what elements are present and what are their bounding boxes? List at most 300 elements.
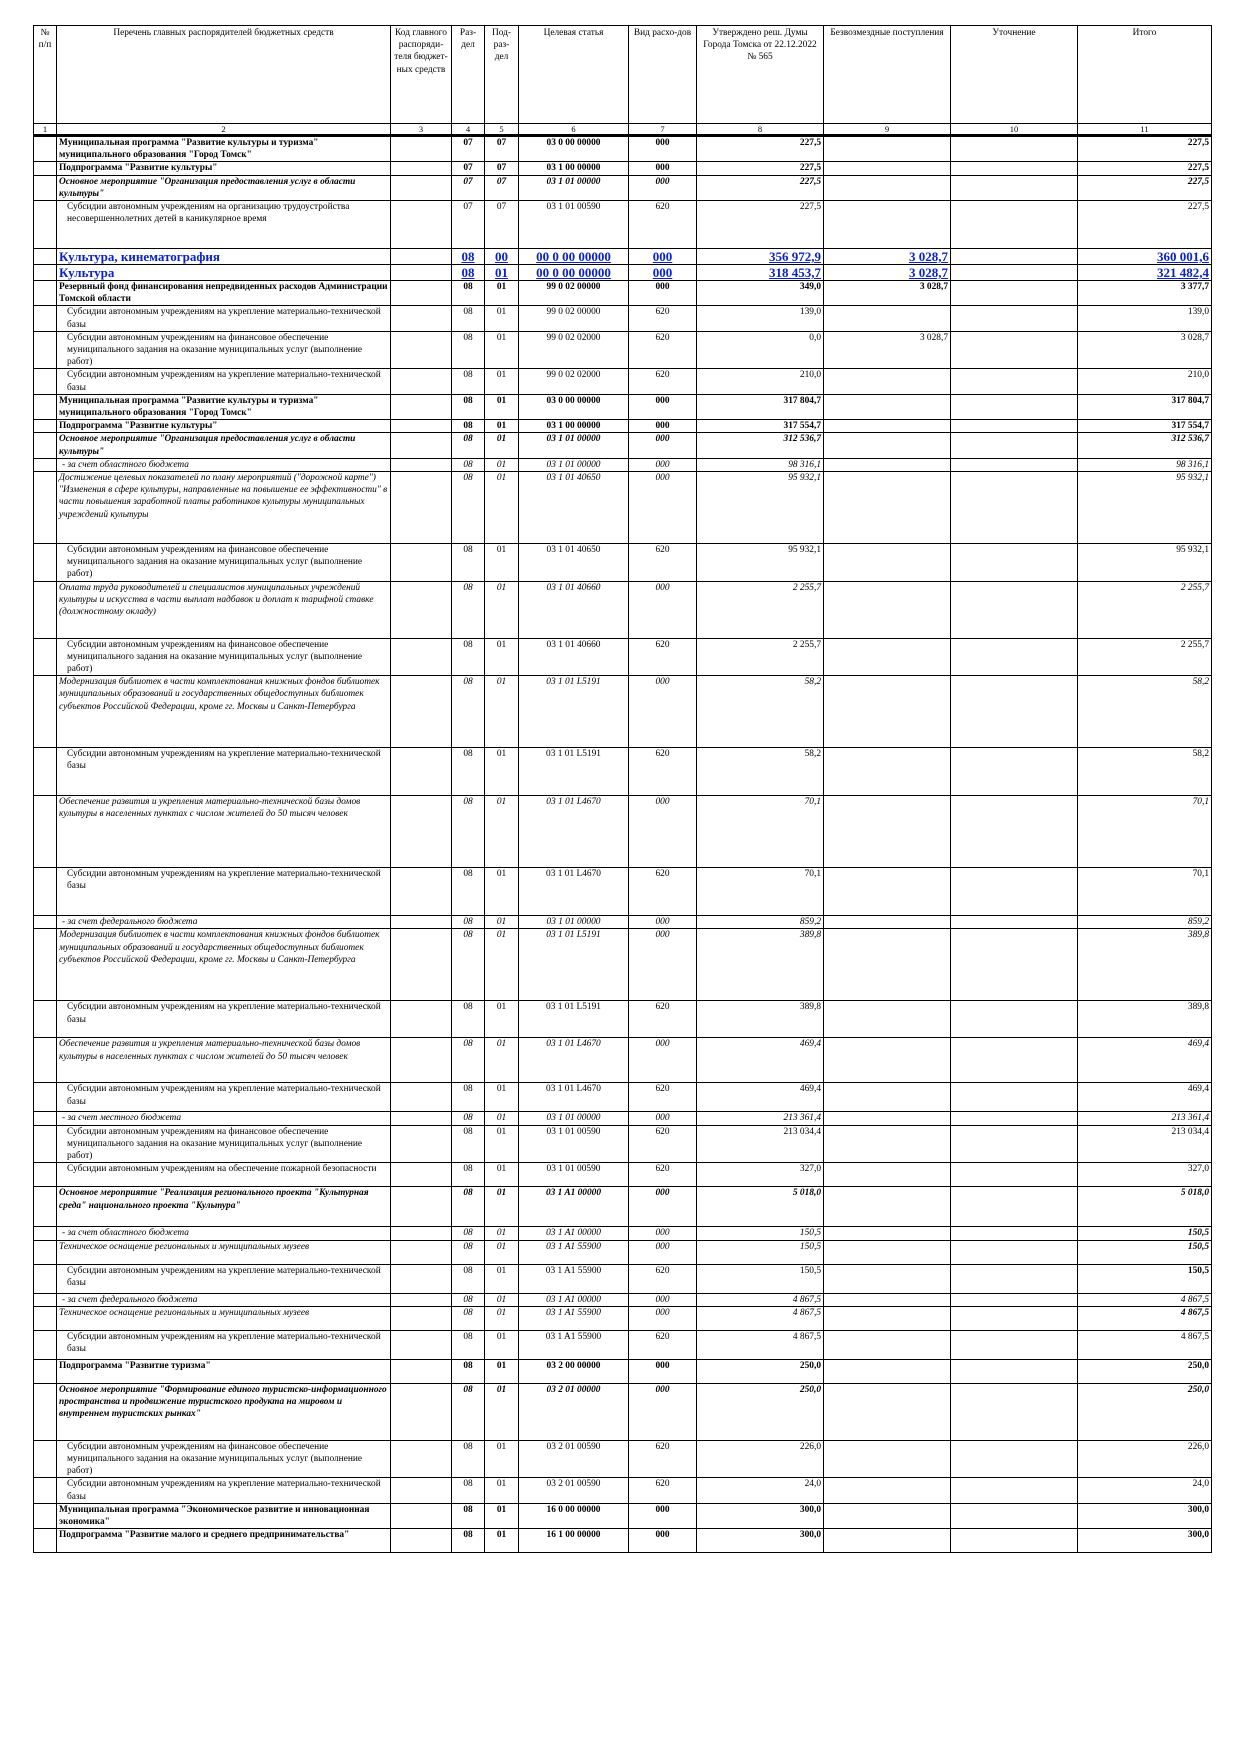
row-section-cell: 08 [452,544,485,582]
row-target-article-cell: 03 1 01 00000 [519,916,629,929]
row-number-cell [34,472,57,544]
column-number: 8 [697,124,824,136]
row-expense-type-cell: 620 [629,306,697,331]
row-distributor-code-cell [391,916,452,929]
row-subsection-cell: 01 [485,748,519,796]
column-number: 2 [57,124,391,136]
row-clarification-cell [951,929,1078,1001]
row-name-cell: Основное мероприятие "Реализация регионального проекта "Культурная среда" национального проекта "Культура" [57,1187,391,1227]
row-expense-type-cell: 000 [629,796,697,868]
row-target-article-cell: 00 0 00 00000 [519,265,629,281]
row-clarification-cell [951,394,1078,419]
row-subsection-cell: 01 [485,1125,519,1163]
row-target-article-cell: 03 1 01 00590 [519,1125,629,1163]
row-total-cell: 95 932,1 [1078,472,1212,544]
row-approved-cell: 150,5 [697,1240,824,1264]
row-approved-cell: 317 554,7 [697,420,824,433]
row-approved-cell: 469,4 [697,1038,824,1083]
row-approved-cell: 24,0 [697,1478,824,1503]
row-total-cell: 70,1 [1078,868,1212,916]
row-clarification-cell [951,249,1078,265]
row-clarification-cell [951,162,1078,175]
budget-table-sheet [33,25,1211,1553]
row-subsection-cell: 01 [485,1001,519,1038]
row-total-cell: 327,0 [1078,1163,1212,1187]
row-total-cell: 150,5 [1078,1240,1212,1264]
row-subsection-cell: 01 [485,1264,519,1293]
row-approved-cell: 213 361,4 [697,1112,824,1125]
row-target-article-cell: 99 0 02 02000 [519,369,629,394]
row-approved-cell: 213 034,4 [697,1125,824,1163]
row-approved-cell: 327,0 [697,1163,824,1187]
row-section-cell: 08 [452,638,485,676]
row-distributor-code-cell [391,1306,452,1330]
row-distributor-code-cell [391,796,452,868]
table-row [34,1227,1212,1240]
row-section-cell: 08 [452,1163,485,1187]
row-expense-type-cell: 620 [629,1478,697,1503]
row-section-cell: 08 [452,796,485,868]
row-clarification-cell [951,748,1078,796]
row-section-cell: 08 [452,1125,485,1163]
row-name-cell: Субсидии автономным учреждениям на финансовое обеспечение муниципального задания на оказание муниципальных услуг (выполнение работ) [57,638,391,676]
row-approved-cell: 4 867,5 [697,1306,824,1330]
table-row [34,748,1212,796]
row-approved-cell: 389,8 [697,1001,824,1038]
row-approved-cell: 95 932,1 [697,472,824,544]
row-subsection-cell: 01 [485,458,519,471]
row-total-cell: 389,8 [1078,929,1212,1001]
row-clarification-cell [951,1125,1078,1163]
row-subsection-cell: 01 [485,638,519,676]
column-number: 7 [629,124,697,136]
row-subsection-cell: 01 [485,1240,519,1264]
row-clarification-cell [951,1503,1078,1528]
row-distributor-code-cell [391,201,452,249]
row-distributor-code-cell [391,249,452,265]
row-clarification-cell [951,1264,1078,1293]
row-subsection-cell: 01 [485,369,519,394]
row-target-article-cell: 03 1 01 00000 [519,433,629,458]
row-gratuitous-cell [824,1330,951,1359]
row-distributor-code-cell [391,369,452,394]
row-number-cell [34,458,57,471]
row-total-cell: 360 001,6 [1078,249,1212,265]
row-total-cell: 24,0 [1078,1478,1212,1503]
row-target-article-cell: 03 1 01 L5191 [519,929,629,1001]
row-distributor-code-cell [391,1240,452,1264]
row-gratuitous-cell [824,136,951,162]
table-row [34,1038,1212,1083]
row-expense-type-cell: 620 [629,868,697,916]
row-number-cell [34,201,57,249]
row-distributor-code-cell [391,1478,452,1503]
row-number-cell [34,1187,57,1227]
row-distributor-code-cell [391,1112,452,1125]
row-distributor-code-cell [391,162,452,175]
row-approved-cell: 226,0 [697,1440,824,1478]
table-row [34,1478,1212,1503]
row-section-cell: 08 [452,1440,485,1478]
row-gratuitous-cell [824,1001,951,1038]
row-name-cell: Основное мероприятие "Формирование единого туристско-информационного пространства и продвижение туристского продукта на мировом и внутреннем туристских рынках" [57,1383,391,1440]
table-row [34,1359,1212,1383]
table-header [34,26,1212,136]
row-name-cell: Субсидии автономным учреждениям на обеспечение пожарной безопасности [57,1163,391,1187]
table-row [34,1440,1212,1478]
row-subsection-cell: 07 [485,175,519,200]
row-gratuitous-cell: 3 028,7 [824,281,951,306]
table-row [34,265,1212,281]
row-section-cell: 07 [452,136,485,162]
row-gratuitous-cell [824,394,951,419]
row-approved-cell: 58,2 [697,748,824,796]
row-distributor-code-cell [391,1529,452,1553]
row-total-cell: 2 255,7 [1078,581,1212,638]
row-name-cell: Субсидии автономным учреждениям на укрепление материально-технической базы [57,1478,391,1503]
header-subsection: Под-раз-дел [485,26,519,124]
table-row [34,201,1212,249]
row-expense-type-cell: 000 [629,433,697,458]
row-number-cell [34,1306,57,1330]
row-expense-type-cell: 000 [629,1529,697,1553]
row-subsection-cell: 07 [485,136,519,162]
row-target-article-cell: 16 0 00 00000 [519,1503,629,1528]
row-gratuitous-cell [824,638,951,676]
row-expense-type-cell: 620 [629,1163,697,1187]
row-number-cell [34,136,57,162]
table-row [34,1383,1212,1440]
row-distributor-code-cell [391,175,452,200]
row-name-cell: - за счет федерального бюджета [57,1293,391,1306]
row-number-cell [34,1001,57,1038]
row-total-cell: 312 536,7 [1078,433,1212,458]
row-subsection-cell: 01 [485,676,519,748]
row-target-article-cell: 03 1 01 L4670 [519,868,629,916]
row-gratuitous-cell [824,1125,951,1163]
row-approved-cell: 227,5 [697,136,824,162]
row-subsection-cell: 07 [485,162,519,175]
row-target-article-cell: 03 1 01 00000 [519,175,629,200]
row-section-cell: 08 [452,1240,485,1264]
row-number-cell [34,306,57,331]
row-approved-cell: 150,5 [697,1264,824,1293]
row-total-cell: 58,2 [1078,748,1212,796]
row-gratuitous-cell [824,1306,951,1330]
row-gratuitous-cell [824,868,951,916]
row-target-article-cell: 03 2 01 00000 [519,1383,629,1440]
header-gratuitous-receipts: Безвозмездные поступления [824,26,951,124]
row-total-cell: 250,0 [1078,1359,1212,1383]
row-gratuitous-cell: 3 028,7 [824,265,951,281]
row-section-cell: 07 [452,201,485,249]
row-subsection-cell: 01 [485,581,519,638]
row-number-cell [34,1529,57,1553]
row-expense-type-cell: 620 [629,748,697,796]
table-row [34,249,1212,265]
row-target-article-cell: 03 1 01 40660 [519,638,629,676]
row-name-cell: - за счет областного бюджета [57,1227,391,1240]
row-gratuitous-cell [824,420,951,433]
row-section-cell: 08 [452,1503,485,1528]
row-approved-cell: 859,2 [697,916,824,929]
row-total-cell: 227,5 [1078,162,1212,175]
row-clarification-cell [951,420,1078,433]
row-subsection-cell: 01 [485,1293,519,1306]
row-number-cell [34,1440,57,1478]
row-target-article-cell: 03 1 01 L5191 [519,676,629,748]
table-row [34,472,1212,544]
row-name-cell: Достижение целевых показателей по плану мероприятий ("дорожной карте") "Изменения в сфере культуры, направленные на повышение ее эффективности" в части повышения заработной платы работников культуры муниципальных учреждений культуры [57,472,391,544]
row-number-cell [34,796,57,868]
row-gratuitous-cell [824,1264,951,1293]
row-number-cell [34,1264,57,1293]
row-total-cell: 70,1 [1078,796,1212,868]
table-row [34,306,1212,331]
row-expense-type-cell: 620 [629,1264,697,1293]
row-distributor-code-cell [391,420,452,433]
row-gratuitous-cell [824,1187,951,1227]
row-number-cell [34,676,57,748]
row-subsection-cell: 01 [485,1306,519,1330]
row-subsection-cell: 01 [485,331,519,369]
row-expense-type-cell: 000 [629,1227,697,1240]
column-number: 11 [1078,124,1212,136]
row-distributor-code-cell [391,1330,452,1359]
row-number-cell [34,581,57,638]
row-approved-cell: 70,1 [697,868,824,916]
row-approved-cell: 469,4 [697,1083,824,1112]
row-name-cell: Муниципальная программа "Развитие культуры и туризма" муниципального образования "Город Томск" [57,136,391,162]
header-expense-type: Вид расхо-дов [629,26,697,124]
row-clarification-cell [951,306,1078,331]
row-gratuitous-cell [824,1227,951,1240]
row-gratuitous-cell [824,201,951,249]
row-target-article-cell: 03 2 00 00000 [519,1359,629,1383]
row-total-cell: 4 867,5 [1078,1306,1212,1330]
row-clarification-cell [951,1529,1078,1553]
row-distributor-code-cell [391,748,452,796]
table-row [34,1125,1212,1163]
row-distributor-code-cell [391,1187,452,1227]
row-distributor-code-cell [391,458,452,471]
row-name-cell: Модернизация библиотек в части комплектования книжных фондов библиотек муниципальных образований и государственных общедоступных библиотек субъектов Российской Федерации, кроме гг. Москвы и Санкт-Петербурга [57,676,391,748]
row-distributor-code-cell [391,1359,452,1383]
row-clarification-cell [951,433,1078,458]
row-expense-type-cell: 620 [629,1440,697,1478]
table-row [34,1001,1212,1038]
row-section-cell: 08 [452,306,485,331]
header-distributor-code: Код главного распоряди-теля бюджет-ных средств [391,26,452,124]
row-section-cell: 08 [452,1359,485,1383]
row-approved-cell: 5 018,0 [697,1187,824,1227]
table-row [34,1293,1212,1306]
row-approved-cell: 95 932,1 [697,544,824,582]
row-number-cell [34,281,57,306]
row-approved-cell: 356 972,9 [697,249,824,265]
row-clarification-cell [951,544,1078,582]
header-distributors-list: Перечень главных распорядителей бюджетных средств [57,26,391,124]
row-subsection-cell: 01 [485,1083,519,1112]
row-name-cell: Основное мероприятие "Организация предоставления услуг в области культуры" [57,175,391,200]
row-name-cell: Резервный фонд финансирования непредвиденных расходов Администрации Томской области [57,281,391,306]
row-total-cell: 227,5 [1078,136,1212,162]
row-expense-type-cell: 000 [629,458,697,471]
row-name-cell: Подпрограмма "Развитие культуры" [57,420,391,433]
row-section-cell: 08 [452,868,485,916]
row-target-article-cell: 03 1 A1 00000 [519,1187,629,1227]
row-distributor-code-cell [391,472,452,544]
row-gratuitous-cell [824,581,951,638]
row-name-cell: Субсидии автономным учреждениям на укрепление материально-технической базы [57,868,391,916]
row-name-cell: Подпрограмма "Развитие туризма" [57,1359,391,1383]
row-subsection-cell: 01 [485,265,519,281]
row-number-cell [34,265,57,281]
row-clarification-cell [951,1383,1078,1440]
row-subsection-cell: 07 [485,201,519,249]
row-target-article-cell: 03 1 A1 55900 [519,1264,629,1293]
row-section-cell: 08 [452,420,485,433]
row-number-cell [34,1359,57,1383]
row-approved-cell: 227,5 [697,162,824,175]
table-row [34,369,1212,394]
row-subsection-cell: 01 [485,306,519,331]
column-number: 10 [951,124,1078,136]
row-subsection-cell: 01 [485,1440,519,1478]
row-gratuitous-cell [824,1112,951,1125]
row-clarification-cell [951,796,1078,868]
row-clarification-cell [951,1227,1078,1240]
table-row [34,1112,1212,1125]
row-name-cell: Субсидии автономным учреждениям на укрепление материально-технической базы [57,1330,391,1359]
row-gratuitous-cell [824,1359,951,1383]
row-distributor-code-cell [391,136,452,162]
row-name-cell: Субсидии автономным учреждениям на укрепление материально-технической базы [57,1083,391,1112]
row-name-cell: Субсидии автономным учреждениям на укрепление материально-технической базы [57,306,391,331]
table-row [34,162,1212,175]
row-clarification-cell [951,1440,1078,1478]
row-clarification-cell [951,136,1078,162]
row-section-cell: 08 [452,433,485,458]
table-row [34,1529,1212,1553]
row-name-cell: Культура [57,265,391,281]
row-distributor-code-cell [391,1163,452,1187]
row-expense-type-cell: 000 [629,175,697,200]
row-gratuitous-cell [824,369,951,394]
row-total-cell: 213 361,4 [1078,1112,1212,1125]
row-expense-type-cell: 620 [629,1001,697,1038]
row-distributor-code-cell [391,676,452,748]
row-target-article-cell: 03 1 01 L4670 [519,1038,629,1083]
row-target-article-cell: 00 0 00 00000 [519,249,629,265]
row-name-cell: Субсидии автономным учреждениям на укрепление материально-технической базы [57,1264,391,1293]
row-subsection-cell: 01 [485,868,519,916]
row-gratuitous-cell: 3 028,7 [824,331,951,369]
column-numbers-row [34,124,1212,136]
row-number-cell [34,433,57,458]
row-subsection-cell: 01 [485,1478,519,1503]
row-section-cell: 08 [452,1293,485,1306]
row-expense-type-cell: 620 [629,1125,697,1163]
table-row [34,1240,1212,1264]
row-subsection-cell: 01 [485,1163,519,1187]
row-gratuitous-cell: 3 028,7 [824,249,951,265]
row-section-cell: 08 [452,1038,485,1083]
row-total-cell: 300,0 [1078,1529,1212,1553]
row-name-cell: Техническое оснащение региональных и муниципальных музеев [57,1306,391,1330]
row-name-cell: Основное мероприятие "Организация предоставления услуг в области культуры" [57,433,391,458]
row-section-cell: 08 [452,1529,485,1553]
row-section-cell: 08 [452,676,485,748]
row-target-article-cell: 03 1 01 L4670 [519,1083,629,1112]
column-number: 5 [485,124,519,136]
row-expense-type-cell: 000 [629,1359,697,1383]
row-target-article-cell: 03 2 01 00590 [519,1478,629,1503]
row-name-cell: Модернизация библиотек в части комплектования книжных фондов библиотек муниципальных образований и государственных общедоступных библиотек субъектов Российской Федерации, кроме гг. Москвы и Санкт-Петербурга [57,929,391,1001]
row-target-article-cell: 99 0 02 02000 [519,331,629,369]
row-section-cell: 08 [452,458,485,471]
row-section-cell: 08 [452,929,485,1001]
row-total-cell: 210,0 [1078,369,1212,394]
row-subsection-cell: 01 [485,1038,519,1083]
table-row [34,929,1212,1001]
table-row [34,676,1212,748]
column-number: 3 [391,124,452,136]
row-approved-cell: 98 316,1 [697,458,824,471]
row-distributor-code-cell [391,306,452,331]
table-row [34,581,1212,638]
row-number-cell [34,1163,57,1187]
row-subsection-cell: 00 [485,249,519,265]
table-row [34,1163,1212,1187]
row-name-cell: Оплата труда руководителей и специалистов муниципальных учреждений культуры и искусства в части выплат надбавок и доплат к тарифной ставке (должностному окладу) [57,581,391,638]
row-gratuitous-cell [824,1293,951,1306]
row-name-cell: Субсидии автономным учреждениям на финансовое обеспечение муниципального задания на оказание муниципальных услуг (выполнение работ) [57,331,391,369]
row-distributor-code-cell [391,281,452,306]
row-target-article-cell: 03 1 01 40660 [519,581,629,638]
row-gratuitous-cell [824,748,951,796]
row-section-cell: 08 [452,1478,485,1503]
row-clarification-cell [951,265,1078,281]
row-total-cell: 3 377,7 [1078,281,1212,306]
row-clarification-cell [951,175,1078,200]
row-clarification-cell [951,1359,1078,1383]
table-row [34,916,1212,929]
row-clarification-cell [951,1163,1078,1187]
row-distributor-code-cell [391,265,452,281]
row-approved-cell: 317 804,7 [697,394,824,419]
row-target-article-cell: 03 1 A1 00000 [519,1293,629,1306]
row-clarification-cell [951,581,1078,638]
row-approved-cell: 139,0 [697,306,824,331]
row-name-cell: Обеспечение развития и укрепления материально-технической базы домов культуры в населенных пунктах с числом жителей до 50 тысяч человек [57,1038,391,1083]
row-distributor-code-cell [391,1001,452,1038]
row-distributor-code-cell [391,331,452,369]
header-section: Раз-дел [452,26,485,124]
row-clarification-cell [951,1001,1078,1038]
table-row [34,868,1212,916]
row-clarification-cell [951,281,1078,306]
table-row [34,420,1212,433]
row-total-cell: 3 028,7 [1078,331,1212,369]
row-expense-type-cell: 620 [629,331,697,369]
row-name-cell: Подпрограмма "Развитие малого и среднего предпринимательства" [57,1529,391,1553]
table-row [34,796,1212,868]
row-section-cell: 07 [452,175,485,200]
row-expense-type-cell: 000 [629,1383,697,1440]
row-name-cell: - за счет федерального бюджета [57,916,391,929]
row-gratuitous-cell [824,1163,951,1187]
